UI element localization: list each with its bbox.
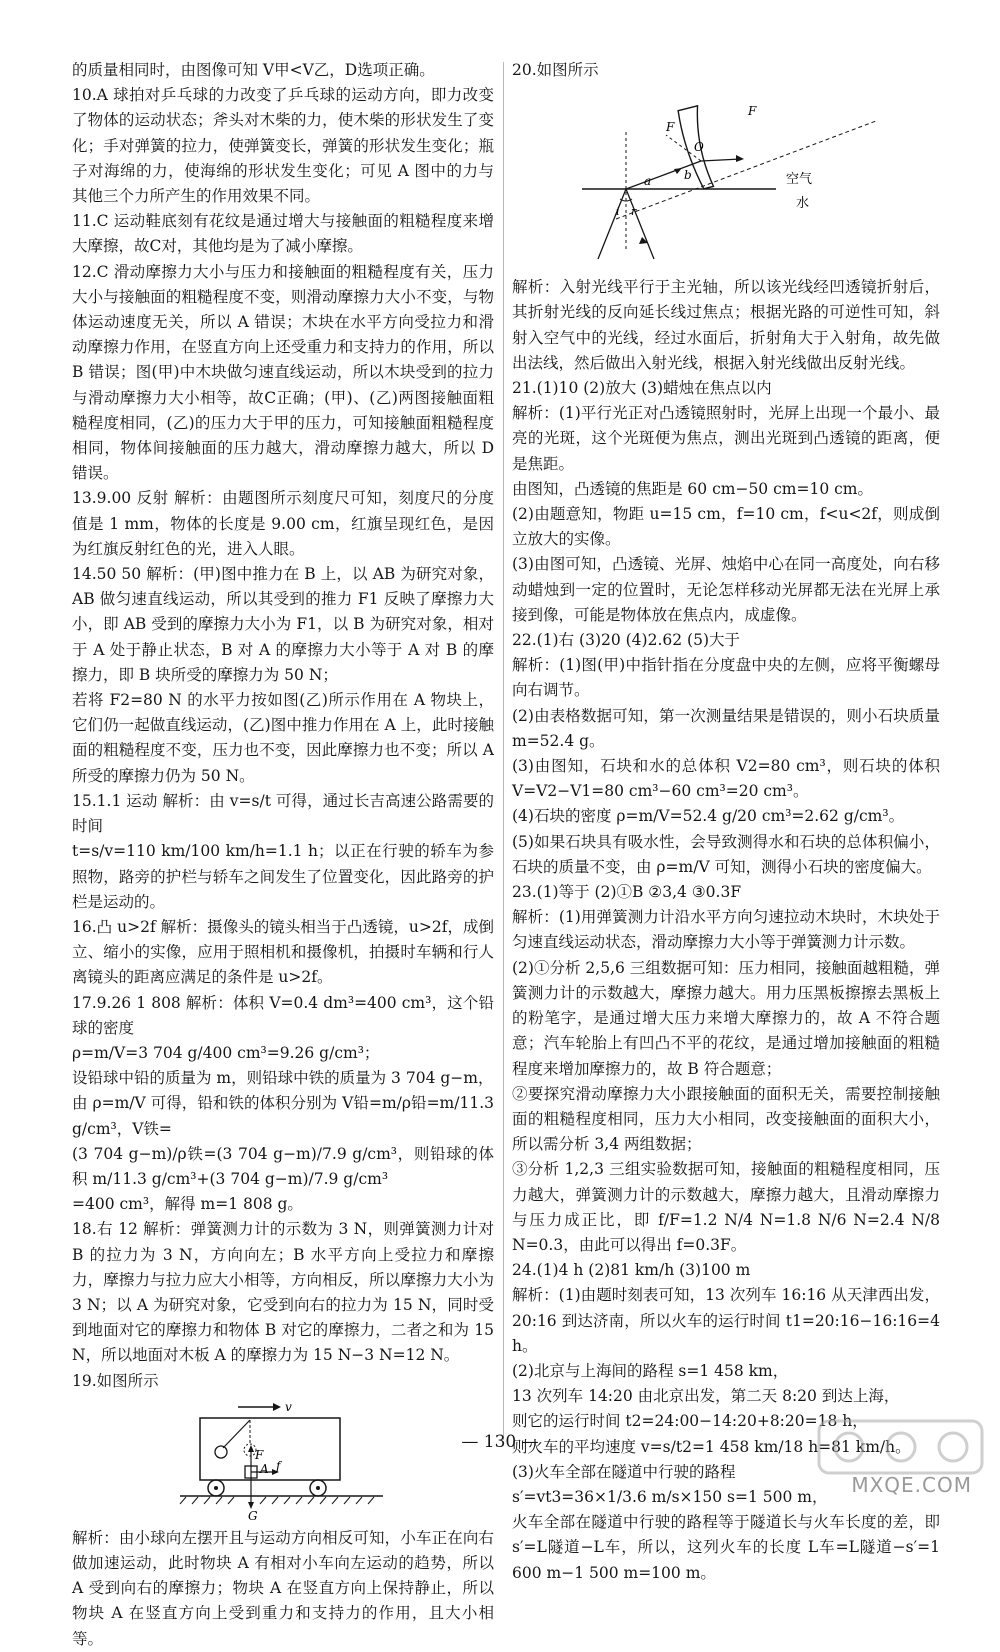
- answer-22: 22.(1)右 (3)20 (4)2.62 (5)大于: [512, 631, 740, 650]
- answer-21-explain-2: (2)由题意知，物距 u=15 cm，f=10 cm，f<u<2f，则成倒立放大的实像。: [512, 505, 940, 549]
- left-column: [72, 58, 494, 1652]
- label-O: O: [694, 140, 704, 155]
- answer-24-explain-7: s′=vt3=36×1/3.6 m/s×150 s=1 500 m，: [512, 1487, 828, 1506]
- principal-axis: [616, 121, 876, 219]
- ground-hatch: [180, 1497, 374, 1504]
- label-f: f: [276, 1458, 281, 1473]
- answer-24-explain-5: 则火车的平均速度 v=s/t2=1 458 km/18 h=81 km/h。: [512, 1437, 911, 1456]
- answer-17-total-volume: (3 704 g−m)/ρ铁=(3 704 g−m)/7.9 g/cm³，则铅球的体积 m/11.3 g/cm³+(3 704 g−m)/7.9 g/cm³: [72, 1144, 494, 1188]
- column-divider: [503, 62, 504, 1440]
- label-water: 水: [796, 196, 810, 212]
- answer-15: 15.1.1 运动 解析：由 v=s/t 可得，通过长吉高速公路需要的时间: [72, 791, 494, 836]
- answer-22-explain-3: (3)由图知，石块和水的总体积 V2=80 cm³，则石块的体积 V=V2−V1=80 cm³−60 cm³=20 cm³。: [512, 757, 940, 801]
- answer-22-explain-5: (5)如果石块具有吸水性，会导致测得水和石块的总体积偏小，石块的质量不变，由 ρ=m/V 可知，测得小石块的密度偏大。: [512, 832, 940, 876]
- answer-10: 10.A 球拍对乒乓球的力改变了乒乓球的运动方向，即力改变了物体的运动状态；斧头对木柴的力，使木柴的形状发生了变化；手对弹簧的拉力，使弹簧变长，弹簧的形状发生变化；瓶子对海绵的力，使海绵的形状发生变化；可见 A 图中的力与其他三个力所产生的作用效果不同。: [72, 86, 494, 206]
- label-r: r: [631, 205, 637, 219]
- answer-23: 23.(1)等于 (2)①B ②3,4 ③0.3F: [512, 883, 742, 902]
- answer-24-explain-2: (2)北京与上海间的路程 s=1 458 km，: [512, 1361, 789, 1380]
- answer-15-formula: t=s/v=110 km/100 km/h=1.1 h；以正在行驶的轿车为参照物，路旁的护栏与轿车之间发生了位置变化，因此路旁的护栏是运动的。: [72, 842, 494, 911]
- answer-18: 18.右 12 解析：弹簧测力计的示数为 3 N，则弹簧测力计对 B 的拉力为 3 N，方向向左；B 水平方向上受拉力和摩擦力，摩擦力与拉力应大小相等，方向相反，所以摩擦力大小为 3 N；以 A 为研究对象，它受到向右的拉力为 15 N，同时受到地面对它的摩擦力和物体 B 对它的摩擦力，二者之和为 15 N，所以地面对木板 A 的摩擦力为 15 N−3 N=12 N。: [72, 1220, 494, 1365]
- answer-13: 13.9.00 反射 解析：由题图所示刻度尺可知，刻度尺的分度值是 1 mm，物体的长度是 9.00 cm，红旗呈现红色，是因为红旗反射红色的光，进入人眼。: [72, 489, 494, 558]
- label-i: i: [616, 205, 620, 219]
- answer-21-explain-1: 解析：(1)平行光正对凸透镜照射时，光屏上出现一个最小、最亮的光斑，这个光斑便为焦点，测出光斑到凸透镜的距离，便是焦距。: [512, 404, 940, 473]
- answer-17-volumes: 由 ρ=m/V 可得，铅和铁的体积分别为 V铅=m/ρ铅=m/11.3 g/cm³，V铁=: [72, 1094, 494, 1138]
- answer-20: 20.如图所示: [512, 61, 599, 79]
- answer-9-cont: 的质量相同时，由图像可知 V甲<V乙，D选项正确。: [72, 61, 435, 79]
- label-a: a: [644, 174, 652, 189]
- label-G: G: [248, 1508, 258, 1520]
- answer-23-explain-3: ②要探究滑动摩擦力大小跟接触面的面积无关，需要控制接触面的粗糙程度相同，压力大小相同，改变接触面的面积大小，所以需分析 3,4 两组数据；: [512, 1084, 940, 1154]
- answer-11: 11.C 运动鞋底刻有花纹是通过增大与接触面的粗糙程度来增大摩擦，故C对，其他均是为了减小摩擦。: [72, 212, 494, 256]
- refracted-ray: [701, 159, 741, 161]
- answer-12: 12.C 滑动摩擦力大小与压力和接触面的粗糙程度有关，压力大小与接触面的粗糙程度不变，则滑动摩擦力大小不变，与物体运动速度无关，所以 A 错误；木块在水平方向受拉力和滑动摩擦力作用，在竖直方向上还受重力和支持力的作用，所以 B 错误；图(甲)中木块做匀速直线运动，所以木块受到的拉力与滑动摩擦力大小相等，故C正确；(甲)、(乙)两图接触面粗糙程度相同，(乙)的压力大于甲的压力，可知接触面粗糙程度相同，物体间接触面的压力越大，滑动摩擦力越大，所以 D 错误。: [72, 262, 494, 483]
- velocity-arrowhead: [273, 1403, 281, 1411]
- answer-14-part2: 若将 F2=80 N 的水平力按如图(乙)所示作用在 A 物块上，它们仍一起做直线运动，(乙)图中推力作用在 A 上，此时接触面的粗糙程度不变，压力也不变，因此摩擦力也不变；所以 A 所受的摩擦力仍为 50 N。: [72, 691, 494, 785]
- answer-17-setup: 设铅球中铅的质量为 m，则铅球中铁的质量为 3 704 g−m，: [72, 1069, 494, 1088]
- answer-24: 24.(1)4 h (2)81 km/h (3)100 m: [512, 1261, 751, 1280]
- answer-22-explain-4: (4)石块的密度 ρ=m/V=52.4 g/20 cm³=2.62 g/cm³。: [512, 807, 905, 826]
- watermark-text: MXQE.COM: [851, 1473, 972, 1497]
- answer-17-density: ρ=m/V=3 704 g/400 cm³=9.26 g/cm³；: [72, 1043, 380, 1062]
- label-F-left: F: [666, 120, 675, 135]
- label-b: b: [684, 168, 692, 183]
- answer-20-explain: 解析：入射光线平行于主光轴，所以该光线经凹透镜折射后，其折射光线的反向延长线过焦点；根据光路的可逆性可知，斜射入空气中的光线，经过水面后，折射角大于入射角，故先做出法线，然后做出入射光线，根据入射光线做出反射光线。: [512, 278, 940, 372]
- answer-21: 21.(1)10 (2)放大 (3)蜡烛在焦点以内: [512, 379, 772, 398]
- answer-17: 17.9.26 1 808 解析：体积 V=0.4 dm³=400 cm³，这个铅球的密度: [72, 993, 494, 1037]
- label-air: 空气: [786, 172, 813, 188]
- answer-19-explain: 解析：由小球向左摆开且与运动方向相反可知，小车正在向右做加速运动，此时物块 A 有相对小车向左运动的趋势，所以 A 受到向右的摩擦力；物块 A 在竖直方向上保持静止，所以物块 A 在竖直方向上受到重力和支持力的作用，且大小相等。: [72, 1528, 494, 1648]
- answer-23-explain-2: (2)①分析 2,5,6 三组数据可知：压力相同，接触面越粗糙，弹簧测力计的示数越大，摩擦力越大。用力压黑板擦擦去黑板上的粉笔字，是通过增大压力来增大摩擦力的，故 A 不符合题意；汽车轮胎上有凹凸不平的花纹，是通过增加接触面的粗糙程度来增加摩擦力的，故 B 符合题意；: [512, 958, 940, 1078]
- answer-17-result: =400 cm³，解得 m=1 808 g。: [72, 1195, 303, 1214]
- answer-24-explain-3: 13 次列车 14:20 由北京出发，第二天 8:20 到达上海，: [512, 1387, 900, 1406]
- label-F: F: [255, 1447, 264, 1462]
- answer-22-explain-2: (2)由表格数据可知，第一次测量结果是错误的，则小石块质量 m=52.4 g。: [512, 706, 940, 750]
- label-v: v: [285, 1399, 292, 1414]
- right-column: [512, 58, 940, 1586]
- answer-19: 19.如图所示: [72, 1371, 159, 1390]
- answer-14: 14.50 50 解析：(甲)图中推力在 B 上，以 AB 为研究对象，AB 做匀速直线运动，所以其受到的推力 F1 反映了摩擦力大小，即 AB 受到的摩擦力大小为 F1，以 B 为研究对象，相对于 A 处于静止状态，B 对 A 的摩擦力大小等于 A 对 B 的摩擦力，即 B 块所受的摩擦力为 50 N；: [72, 565, 494, 684]
- answer-24-explain-4: 则它的运行时间 t2=24:00−14:20+8:20=18 h，: [512, 1412, 868, 1431]
- label-A: A: [260, 1461, 269, 1476]
- answer-22-explain-1: 解析：(1)图(甲)中指针指在分度盘中央的左侧，应将平衡螺母向右调节。: [512, 656, 940, 700]
- answer-24-explain-1: 解析：(1)由题时刻表可知，13 次列车 16:16 从天津西出发，20:16 到达济南，所以火车的运行时间 t1=20:16−16:16=4 h。: [512, 1286, 940, 1355]
- label-F-right: F: [748, 104, 757, 119]
- lens-refraction-diagram: [576, 89, 876, 269]
- answer-23-explain-1: 解析：(1)用弹簧测力计沿水平方向匀速拉动木块时，木块处于匀速直线运动状态，滑动摩擦力大小等于弹簧测力计示数。: [512, 908, 940, 952]
- answer-23-explain-4: ③分析 1,2,3 三组实验数据可知，接触面的粗糙程度相同，压力越大，弹簧测力计的示数越大，摩擦力越大，且滑动摩擦力与压力成正比，即 f/F=1.2 N/4 N=1.8 N/6 N=2.4 N/8 N=0.3，由此可以得出 f=0.3F。: [512, 1160, 940, 1254]
- answer-16: 16.凸 u>2f 解析：摄像头的镜头相当于凸透镜，u>2f，成倒立、缩小的实像，应用于照相机和摄像机，拍摄时车辆和行人离镜头的距离应满足的条件是 u>2f。: [72, 917, 494, 987]
- page-number: — 130 —: [461, 1432, 539, 1452]
- answer-21-explain-3: (3)由图可知，凸透镜、光屏、烛焰中心在同一高度处，向右移动蜡烛到一定的位置时，无论怎样移动光屏都无法在光屏上承接到像，可能是物体放在焦点内，成虚像。: [512, 555, 940, 624]
- answer-24-explain-8: 火车全部在隧道中行驶的路程等于隧道长与火车长度的差，即 s′=L隧道−L车，所以，这列火车的长度 L车=L隧道−s′=1 600 m−1 500 m=100 m。: [512, 1513, 940, 1582]
- answer-21-focal: 由图知，凸透镜的焦距是 60 cm−50 cm=10 cm。: [512, 479, 873, 498]
- cart-force-diagram: [178, 1400, 388, 1520]
- answer-24-explain-6: (3)火车全部在隧道中行驶的路程: [512, 1462, 736, 1481]
